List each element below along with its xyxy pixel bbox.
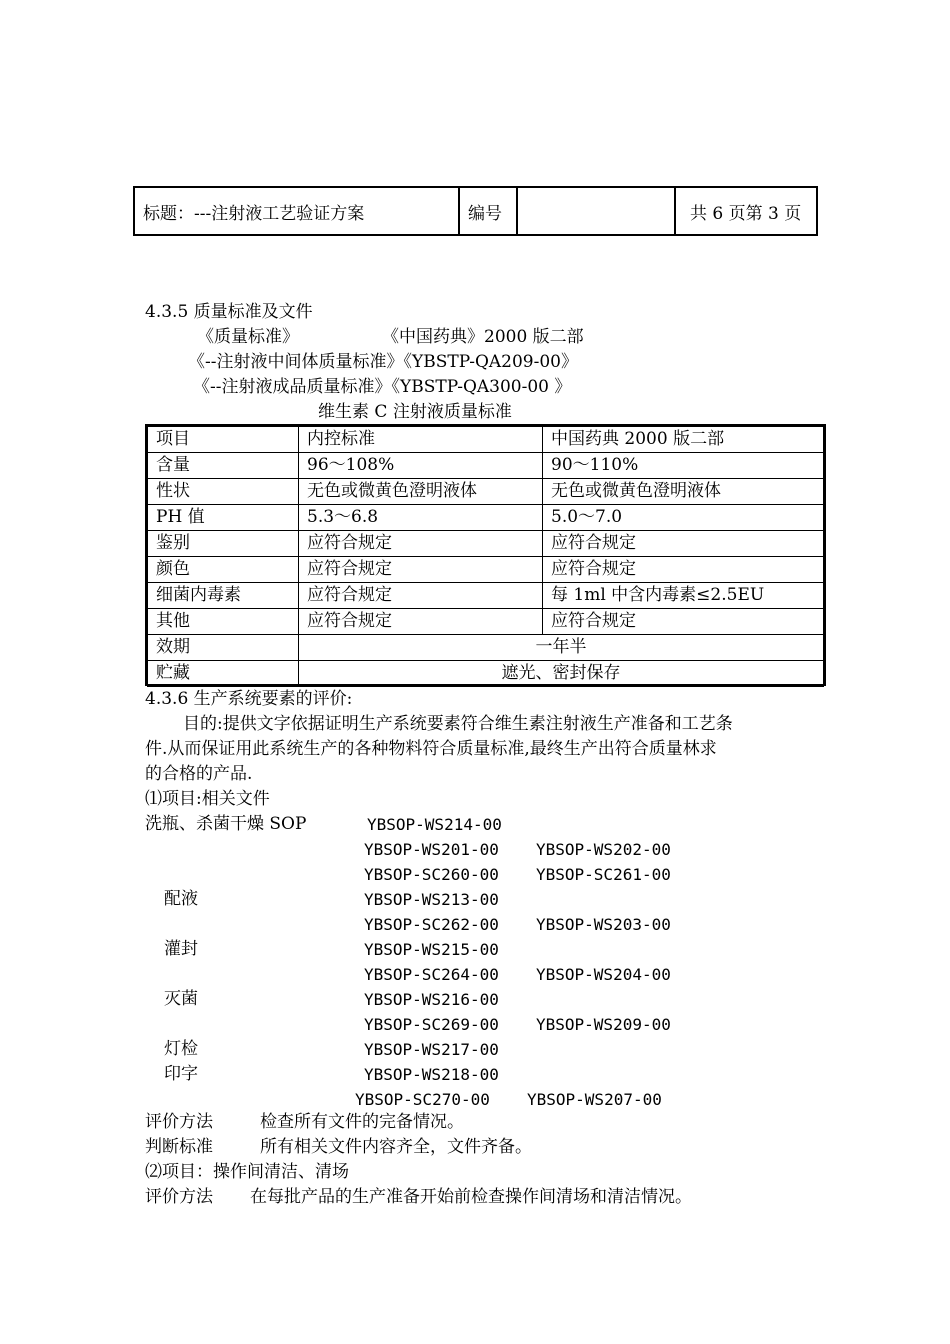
table-row [148,661,824,687]
doc-label: 印字 [164,1064,198,1084]
section-436-heading: 4.3.6 生产系统要素的评价: [145,689,353,709]
doc-code: YBSOP-WS209-00 [536,1015,671,1034]
document-header [133,186,818,236]
doc-code: YBSOP-WS214-00 [367,815,502,834]
table-cell: 5.3～6.8 [299,505,543,531]
purpose-line: 目的:提供文字依据证明生产系统要素符合维生素注射液生产准备和工艺条 [183,714,733,734]
judge-standard-label: 判断标准 [145,1137,213,1157]
doc-label: 配液 [164,889,198,909]
quality-standard-table [145,424,826,686]
table-cell: 应符合规定 [299,609,543,635]
purpose-line: 件.从而保证用此系统生产的各种物料符合质量标准,最终生产出符合质量林求 [145,739,717,759]
table-row [148,479,824,505]
doc-code: YBSOP-WS215-00 [364,940,499,959]
table-cell: 每 1ml 中含内毒素≤2.5EU [543,583,824,609]
table-cell: 一年半 [299,635,824,661]
page-info: 共 6 页第 3 页 [690,203,802,224]
code-label: 编号 [468,203,502,224]
doc-code: YBSOP-WS216-00 [364,990,499,1009]
table-header-cell: 内控标准 [299,427,543,453]
table-cell: 90～110% [543,453,824,479]
page-info-cell [676,188,816,234]
doc-code: YBSOP-SC269-00 [364,1015,499,1034]
table-row [148,531,824,557]
doc-code: YBSOP-SC264-00 [364,965,499,984]
code-label-cell [460,188,518,234]
table-cell: 细菌内毒素 [148,583,299,609]
doc-code: YBSOP-WS218-00 [364,1065,499,1084]
doc-code: YBSOP-SC261-00 [536,865,671,884]
table-cell: 应符合规定 [543,531,824,557]
ref-intermediate-standard: 《--注射液中间体质量标准》《YBSTP-QA209-00》 [188,352,578,372]
table-header-cell: 项目 [148,427,299,453]
table-cell: 96～108% [299,453,543,479]
table-cell: 颜色 [148,557,299,583]
ref-pharmacopoeia: 《中国药典》2000 版二部 [382,327,584,347]
doc-label: 灌封 [164,939,198,959]
ref-finished-standard: 《--注射液成品质量标准》《YBSTP-QA300-00 》 [193,377,572,397]
item2-title: ⑵项目：操作间清洁、清场 [145,1162,349,1182]
doc-code: YBSOP-SC260-00 [364,865,499,884]
eval-method-text: 检查所有文件的完备情况。 [260,1112,464,1132]
doc-code: YBSOP-WS202-00 [536,840,671,859]
doc-label: 灯检 [164,1039,198,1059]
table-cell: 应符合规定 [543,557,824,583]
table-cell: 遮光、密封保存 [299,661,824,687]
table-row [148,557,824,583]
item1-title: ⑴项目:相关文件 [145,789,270,809]
doc-title-text: 标题：---注射液工艺验证方案 [143,203,365,224]
table-cell: 鉴别 [148,531,299,557]
table-cell: 应符合规定 [299,583,543,609]
table-row [148,453,824,479]
doc-label: 洗瓶、杀菌干燥 SOP [145,814,307,834]
table-header-cell: 中国药典 2000 版二部 [543,427,824,453]
ref-quality-standard: 《质量标准》 [197,327,299,347]
table-row [148,583,824,609]
table-row [148,505,824,531]
doc-code: YBSOP-WS201-00 [364,840,499,859]
table-cell: 无色或微黄色澄明液体 [543,479,824,505]
doc-code: YBSOP-WS204-00 [536,965,671,984]
table-row [148,609,824,635]
table-cell: 5.0～7.0 [543,505,824,531]
table-cell: 无色或微黄色澄明液体 [299,479,543,505]
purpose-line: 的合格的产品. [145,764,253,784]
doc-code: YBSOP-WS213-00 [364,890,499,909]
section-435-heading: 4.3.5 质量标准及文件 [145,302,313,322]
table-cell: 效期 [148,635,299,661]
table-row [148,635,824,661]
eval-method-label: 评价方法 [145,1187,213,1207]
doc-code: YBSOP-WS217-00 [364,1040,499,1059]
doc-code: YBSOP-WS207-00 [527,1090,662,1109]
table-cell: 性状 [148,479,299,505]
doc-code: YBSOP-SC270-00 [355,1090,490,1109]
table-header-row [148,427,824,453]
doc-title [135,188,460,234]
table-cell: 应符合规定 [299,531,543,557]
doc-code: YBSOP-WS203-00 [536,915,671,934]
eval-method-label: 评价方法 [145,1112,213,1132]
table-cell: 应符合规定 [299,557,543,583]
table-cell: 应符合规定 [543,609,824,635]
doc-label: 灭菌 [164,989,198,1009]
table-caption: 维生素 C 注射液质量标准 [318,402,512,422]
table-cell: PH 值 [148,505,299,531]
doc-code: YBSOP-SC262-00 [364,915,499,934]
code-value-cell [518,188,676,234]
table-cell: 其他 [148,609,299,635]
table-cell: 贮藏 [148,661,299,687]
eval-method-text: 在每批产品的生产准备开始前检查操作间清场和清洁情况。 [250,1187,692,1207]
table-cell: 含量 [148,453,299,479]
judge-standard-text: 所有相关文件内容齐全，文件齐备。 [260,1137,532,1157]
